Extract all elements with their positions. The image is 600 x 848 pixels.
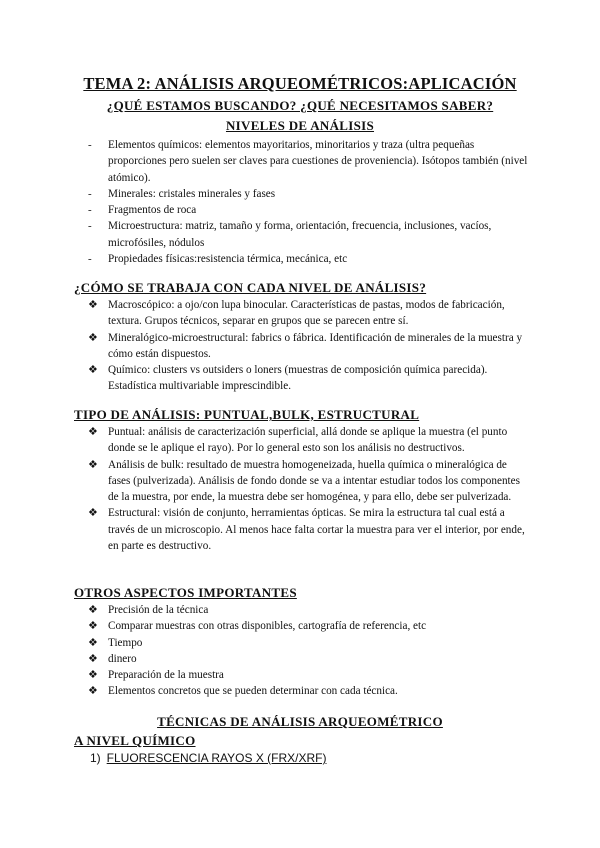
- list-item: ❖ Puntual: análisis de caracterización superficial, allá donde se aplique la muestra (el punto donde se le aplique el rayo). Por lo general esto son los análisis no destructivos.: [88, 426, 508, 455]
- list-item: - Minerales: cristales minerales y fases: [88, 186, 528, 202]
- como-trabaja-list: [88, 297, 528, 395]
- diamond-bullet-icon: ❖: [88, 652, 98, 665]
- list-item: ❖ Análisis de bulk: resultado de muestra homogeneizada, huella química o mineralógica de fases (pulverizada). Análisis de fondo donde se va a intentar estudiar todos los componentes de la muestra, por ende, la muestra debe ser homogénea, y para ello, debe ser pulverizada.: [88, 458, 520, 504]
- section-heading-tecnicas: TÉCNICAS DE ANÁLISIS ARQUEOMÉTRICO: [157, 714, 443, 729]
- section-heading-otros-aspectos: OTROS ASPECTOS IMPORTANTES: [74, 585, 297, 600]
- diamond-bullet-icon: ❖: [88, 458, 98, 471]
- subheading-nivel-quimico: A NIVEL QUÍMICO: [74, 733, 196, 748]
- subtitle-que-buscamos: ¿QUÉ ESTAMOS BUSCANDO? ¿QUÉ NECESITAMOS SABER?: [106, 98, 494, 113]
- diamond-bullet-icon: ❖: [88, 685, 98, 698]
- diamond-bullet-icon: ❖: [88, 604, 98, 616]
- diamond-bullet-icon: ❖: [88, 669, 98, 682]
- list-item: ❖ Comparar muestras con otras disponibles, cartografía de referencia, etc: [88, 618, 528, 634]
- list-item: ❖ Estructural: visión de conjunto, herramientas ópticas. Se mira la estructura tal cual está a través de un microscopio. Al menos hace falta cortar la muestra para ver el interior, por ende, en parte es destructivo.: [88, 507, 525, 553]
- section-heading-como-trabaja: ¿CÓMO SE TRABAJA CON CADA NIVEL DE ANÁLISIS?: [74, 280, 427, 295]
- dash-marker: -: [88, 139, 92, 151]
- dash-marker: -: [88, 253, 92, 266]
- list-item: ❖ Mineralógico-microestructural: fabrics o fábrica. Identificación de minerales de la muestra y cómo están dispuestos.: [88, 331, 523, 360]
- diamond-bullet-icon: ❖: [88, 364, 98, 377]
- numbered-item-frx: [90, 751, 326, 765]
- dash-marker: -: [88, 204, 92, 217]
- section-heading-tipo-analisis: TIPO DE ANÁLISIS: PUNTUAL,BULK, ESTRUCTURAL: [74, 407, 420, 422]
- dash-marker: -: [88, 220, 92, 233]
- list-item: ❖ Macroscópico: a ojo/con lupa binocular. Características de pastas, modos de fabricación, textura. Grupos técnicos, separar en grupos que se parecen entre sí.: [88, 299, 505, 328]
- item-label: FLUORESCENCIA RAYOS X (FRX/XRF): [106, 751, 327, 765]
- list-item: ❖ Químico: clusters vs outsiders o loners (muestras de composición química parecida). Estadística multivariable imprescindible.: [88, 364, 488, 393]
- diamond-bullet-icon: ❖: [88, 636, 98, 649]
- diamond-bullet-icon: ❖: [88, 299, 98, 311]
- list-item: ❖ Precisión de la técnica: [88, 602, 528, 618]
- list-item: ❖ Elementos concretos que se pueden determinar con cada técnica.: [88, 683, 528, 699]
- otros-aspectos-list: [88, 602, 528, 700]
- page-title: TEMA 2: ANÁLISIS ARQUEOMÉTRICOS:APLICACIÓN: [83, 74, 517, 93]
- subtitle-niveles: NIVELES DE ANÁLISIS: [225, 118, 375, 133]
- list-item: - Microestructura: matriz, tamaño y forma, orientación, frecuencia, inclusiones, vacíos, microfósiles, nódulos: [88, 220, 492, 249]
- list-item: - Fragmentos de roca: [88, 202, 528, 218]
- diamond-bullet-icon: ❖: [88, 620, 98, 633]
- list-item: - Propiedades físicas:resistencia térmica, mecánica, etc: [88, 251, 528, 267]
- list-item: ❖ Tiempo: [88, 635, 528, 651]
- diamond-bullet-icon: ❖: [88, 426, 98, 438]
- list-item: ❖ Preparación de la muestra: [88, 667, 528, 683]
- list-item: - Elementos químicos: elementos mayoritarios, minoritarios y traza (ultra pequeñas proporciones pero suelen ser claves para cuestiones de proveniencia). Isótopos también (nivel atómico).: [88, 139, 528, 184]
- item-number: 1): [90, 751, 101, 765]
- diamond-bullet-icon: ❖: [88, 331, 98, 344]
- diamond-bullet-icon: ❖: [88, 507, 98, 520]
- niveles-list: [88, 137, 528, 267]
- tipo-analisis-list: [88, 424, 528, 554]
- list-item: ❖ dinero: [88, 651, 528, 667]
- dash-marker: -: [88, 187, 92, 200]
